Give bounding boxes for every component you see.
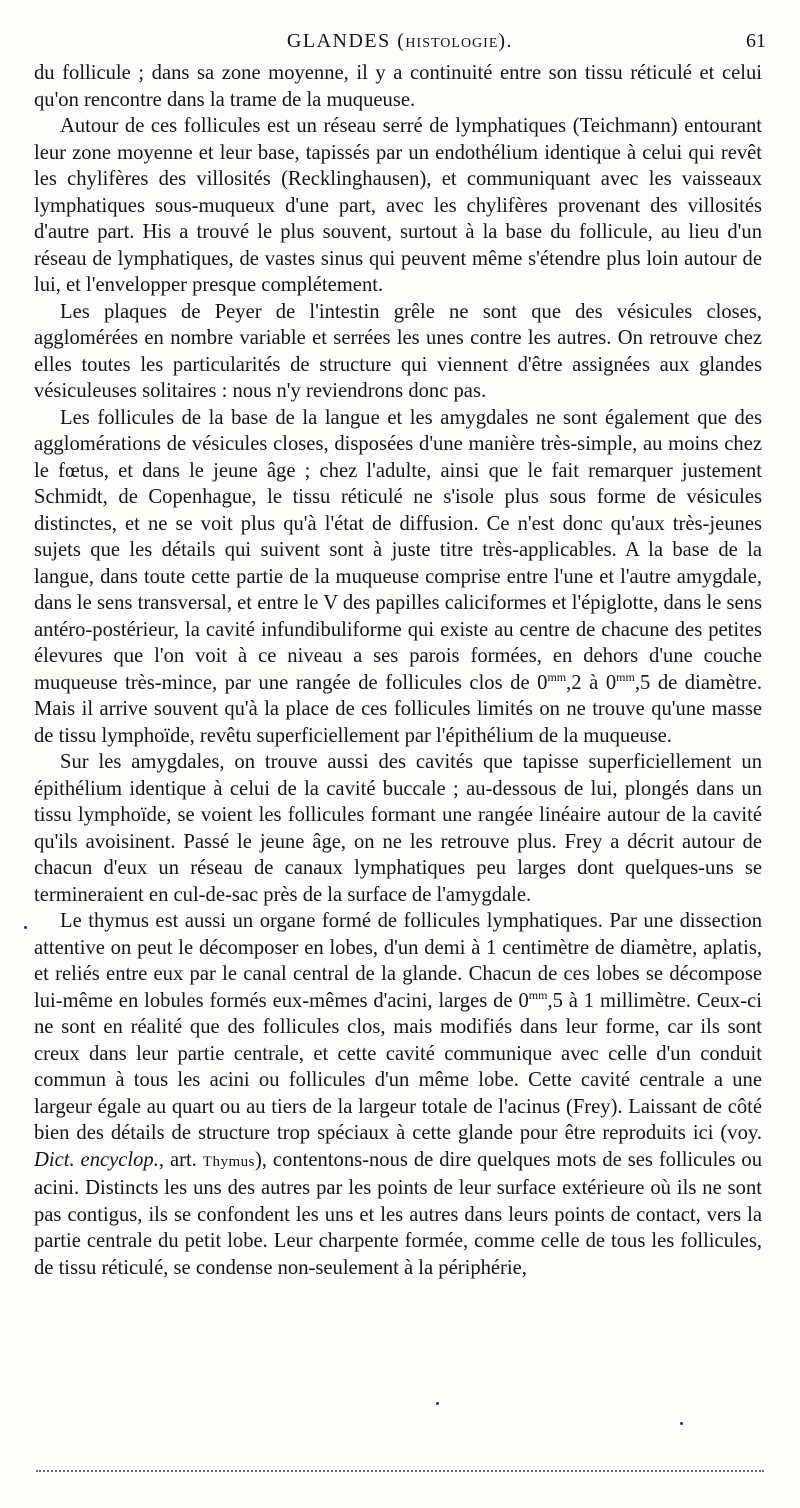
running-title [34,30,766,53]
running-title-main: GLANDES ( [286,30,406,52]
text-run: ,5 à 1 millimètre. Ceux-ci ne sont en réalité que des follicules clos, mais modifiés dans leur forme, car ils sont creux dans leur partie centrale, et cette cavité communique avec celle d'un conduit commun à tous les acini ou follicules d'un même lobe. Cette cavité centrale a une largeur égale au quart ou au tiers de la largeur totale de l'acinus (Frey). Laissant de côté bien des détails de structure trop spéciaux à cette glande pour être reproduits ici (voy. [34,989,762,1144]
print-speck [436,1402,439,1405]
running-head [34,22,766,52]
paragraph [34,299,762,405]
italic-reference: Dict. encyclop. [34,1148,159,1171]
text-run: du follicule ; dans sa zone moyenne, il y a continuité entre son tissu réticulé et celui qu'on rencontre dans la trame de la muqueuse. [34,62,762,111]
paragraph [34,749,762,908]
text-run: Les follicules de la base de la langue et les amygdales ne sont également que des agglomérations de vésicules closes, disposées d'une manière très-simple, au moins chez le fœtus, et dans le jeune âge ; chez l'adulte, ainsi que le fait remarquer justement Schmidt, de Copenhague, le tissu réticulé ne s'isole plus sous forme de vésicules distinctes, et ne se voit plus qu'à l'état de diffusion. Ce n'est donc qu'aux très-jeunes sujets que les détails qui suivent sont à juste titre très-applicables. A la base de la langue, dans toute cette partie de la muqueuse comprise entre l'une et l'autre amygdale, dans le sens transversal, et entre le V des papilles caliciformes et l'épiglotte, dans le sens antéro-postérieur, la cavité infundibuliforme qui existe au centre de chacune des petites élevures que l'on voit à ce niveau a ses parois formées, en dehors d'une couche muqueuse très-mince, par une rangée de follicules clos de 0 [34,406,762,694]
text-run: , art. [158,1148,203,1171]
text-run: ,2 à 0 [566,671,617,694]
running-title-close: ). [498,30,514,52]
smallcaps-term: Thymus [202,1153,255,1170]
body-text [34,60,762,1281]
running-title-subject: HISTOLOGIE [405,36,499,51]
paragraph [34,405,762,750]
paragraph [34,113,762,299]
text-run: Les plaques de Peyer de l'intestin grêle ne sont que des vésicules closes, agglomérées en nombre variable et serrées les unes contre les autres. On retrouve chez elles toutes les particularités de structure qui viennent d'être assignées aux glandes vésiculeuses solitaires : nous n'y reviendrons donc pas. [34,300,762,402]
page-number: 61 [746,30,766,52]
print-speck [24,926,27,929]
unit-superscript: mm [616,669,635,684]
unit-superscript: mm [547,669,567,684]
text-run: Sur les amygdales, on trouve aussi des cavités que tapisse superficiellement un épithélium identique à celui de la cavité buccale ; au-dessous de lui, plongés dans un tissu lymphoïde, se voient les follicules formant une rangée linéaire autour de la cavité qu'ils avoisinent. Passé le jeune âge, on ne les retrouve plus. Frey a décrit autour de chacun d'eux un réseau de canaux lymphatiques peu larges dont quelques-uns se termineraient en cul-de-sac près de la surface de l'amygdale. [34,751,762,906]
footer-rule [36,1470,764,1472]
text-run: Autour de ces follicules est un réseau serré de lymphatiques (Teichmann) entourant leur zone moyenne et leur base, tapissés par un endothélium identique à celui qui revêt les chylifères des villosités (Recklinghausen), et communiquant avec les vaisseaux lymphatiques sous-muqueux d'une part, avec les chylifères provenant des villosités d'autre part. His a trouvé le plus souvent, surtout à la base du follicule, au lieu d'un réseau de lymphatiques, de vastes sinus qui peuvent même s'étendre plus loin autour de lui, et l'envelopper presque complétement. [34,115,762,296]
print-speck [680,1422,683,1425]
paragraph [34,908,762,1281]
text-run: ,5 de diamètre. Mais il arrive souvent qu'à la place de ces follicules limités on ne trouve qu'une masse de tissu lymphoïde, revêtu superficiellement par l'épithélium de la muqueuse. [34,671,762,747]
paragraph [34,60,762,113]
text-run: Le thymus est aussi un organe formé de follicules lymphatiques. Par une dissection attentive on peut le décomposer en lobes, d'un demi à 1 centimètre de diamètre, aplatis, et reliés entre eux par le canal central de la glande. Chacun de ces lobes se décompose lui-même en lobules formés eux-mêmes d'acini, larges de 0 [34,910,762,1012]
unit-superscript: mm [528,987,548,1002]
text-run: ), contentons-nous de dire quelques mots de ses follicules ou acini. Distincts les uns des autres par les points de leur surface extérieure où ils ne sont pas contigus, ils se confondent les uns et les autres dans leurs points de contact, vers la partie centrale du petit lobe. Leur charpente formée, comme celle de tous les follicules, de tissu réticulé, se condense non-seulement à la périphérie, [34,1148,762,1279]
